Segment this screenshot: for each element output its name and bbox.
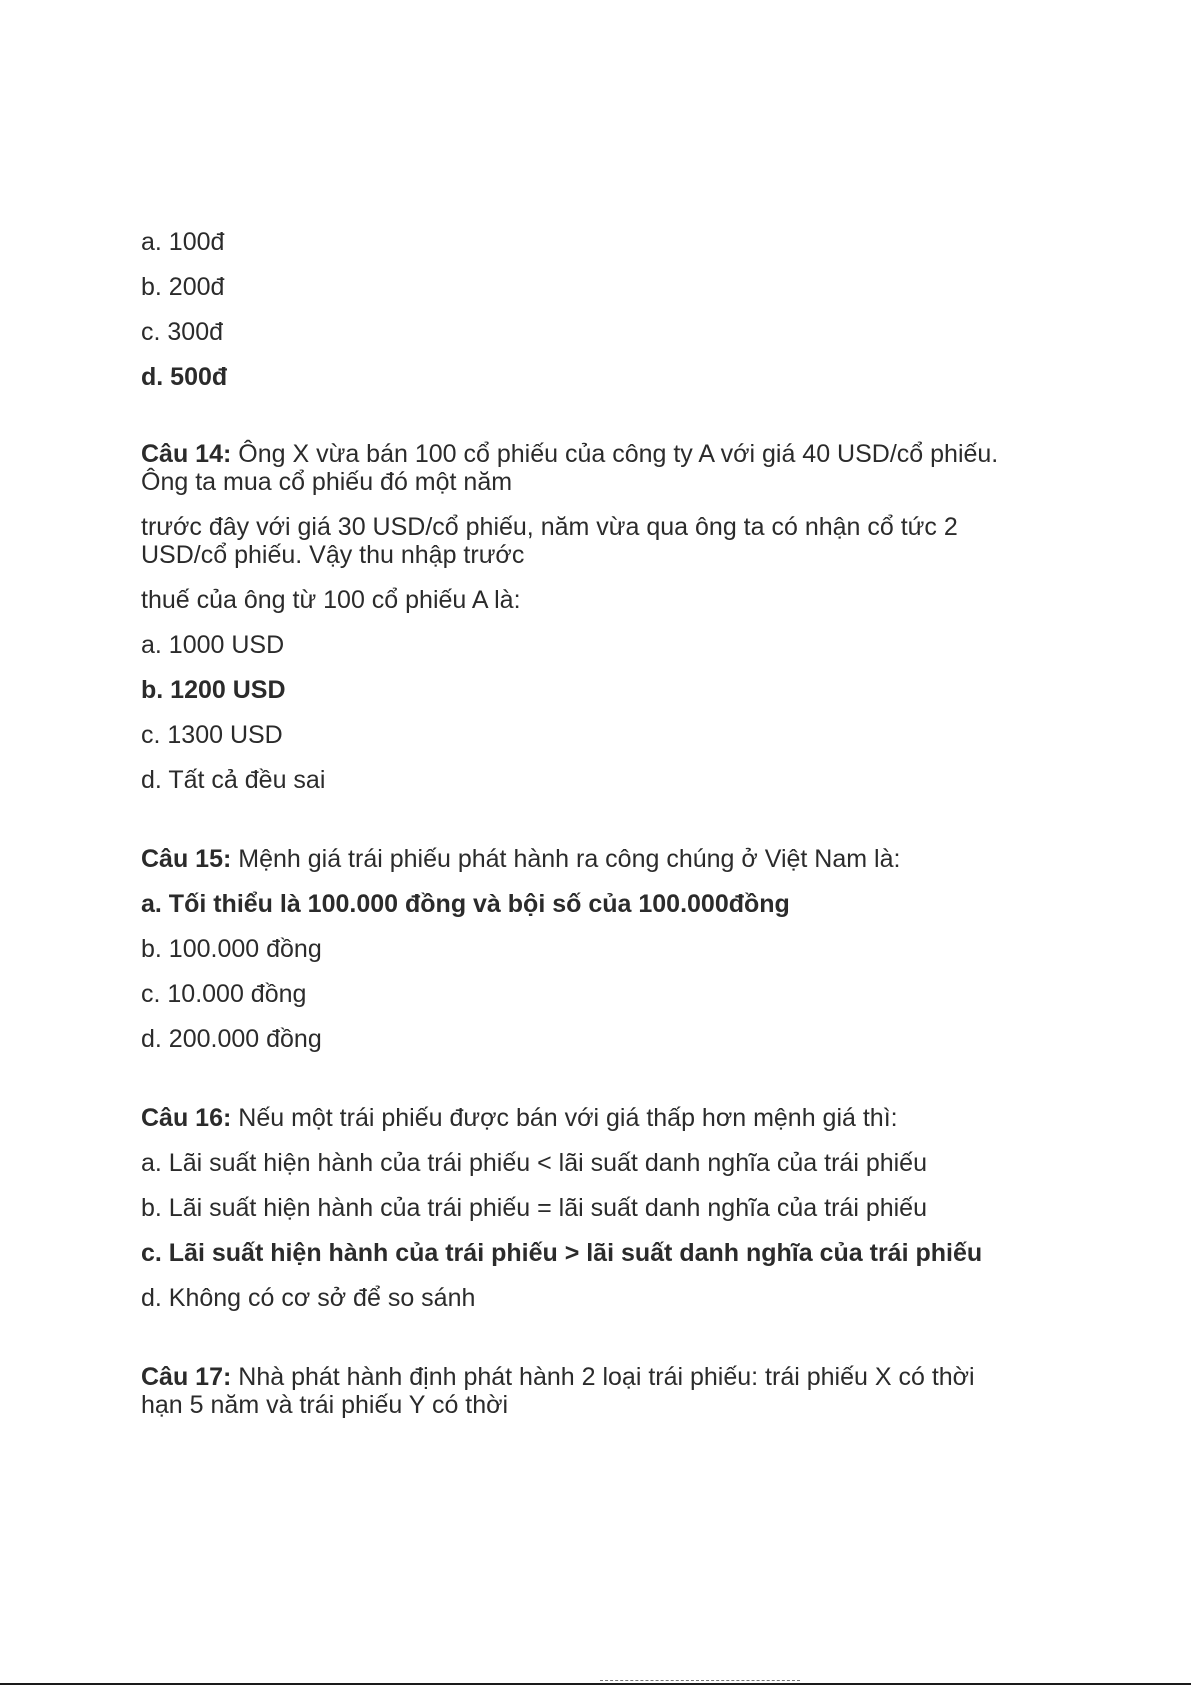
answer-block-q13 [141,228,1061,391]
option-d: d. Tất cả đều sai [141,766,326,794]
question-16-text: Nếu một trái phiếu được bán với giá thấp hơn mệnh giá thì: [231,1104,898,1132]
question-14-line-1 [141,440,1061,468]
question-17-line-2: hạn 5 năm và trái phiếu Y có thời [141,1391,509,1419]
document-page [141,228,1061,1436]
option-d-correct: d. 500đ [141,363,228,391]
option-a: a. Lãi suất hiện hành của trái phiếu < lãi suất danh nghĩa của trái phiếu [141,1149,927,1177]
option-b: b. 200đ [141,273,225,301]
option-d: d. Không có cơ sở để so sánh [141,1284,476,1312]
question-16 [141,1104,1061,1312]
question-15-text: Mệnh giá trái phiếu phát hành ra công chúng ở Việt Nam là: [231,845,901,873]
question-14 [141,440,1061,794]
option-b: b. Lãi suất hiện hành của trái phiếu = lãi suất danh nghĩa của trái phiếu [141,1194,927,1222]
option-b: b. 100.000 đồng [141,935,322,963]
option-a-correct: a. Tối thiểu là 100.000 đồng và bội số của 100.000đồng [141,890,790,918]
question-16-line-1 [141,1104,1061,1132]
question-17-line-1 [141,1363,1061,1391]
option-c: c. 1300 USD [141,721,283,749]
question-17-text-1: Nhà phát hành định phát hành 2 loại trái phiếu: trái phiếu X có thời [231,1363,975,1391]
page-bottom-mark [600,1680,800,1683]
option-c: c. 10.000 đồng [141,980,307,1008]
question-17-label: Câu 17: [141,1363,232,1391]
option-d: d. 200.000 đồng [141,1025,322,1053]
question-14-label: Câu 14: [141,440,232,468]
question-14-line-4: USD/cổ phiếu. Vậy thu nhập trước [141,541,525,569]
option-c-correct: c. Lãi suất hiện hành của trái phiếu > lãi suất danh nghĩa của trái phiếu [141,1239,983,1267]
question-15-label: Câu 15: [141,845,232,873]
question-14-line-2: Ông ta mua cổ phiếu đó một năm [141,468,513,496]
question-17 [141,1363,1061,1419]
question-15 [141,845,1061,1053]
question-16-label: Câu 16: [141,1104,232,1132]
question-14-line-3: trước đây với giá 30 USD/cổ phiếu, năm vừa qua ông ta có nhận cổ tức 2 [141,513,958,541]
option-a: a. 1000 USD [141,631,285,659]
option-b-correct: b. 1200 USD [141,676,286,704]
question-14-text-1: Ông X vừa bán 100 cổ phiếu của công ty A với giá 40 USD/cổ phiếu. [231,440,999,468]
question-14-line-5: thuế của ông từ 100 cổ phiếu A là: [141,586,521,614]
option-a: a. 100đ [141,228,225,256]
question-15-line-1 [141,845,1061,873]
option-c: c. 300đ [141,318,224,346]
